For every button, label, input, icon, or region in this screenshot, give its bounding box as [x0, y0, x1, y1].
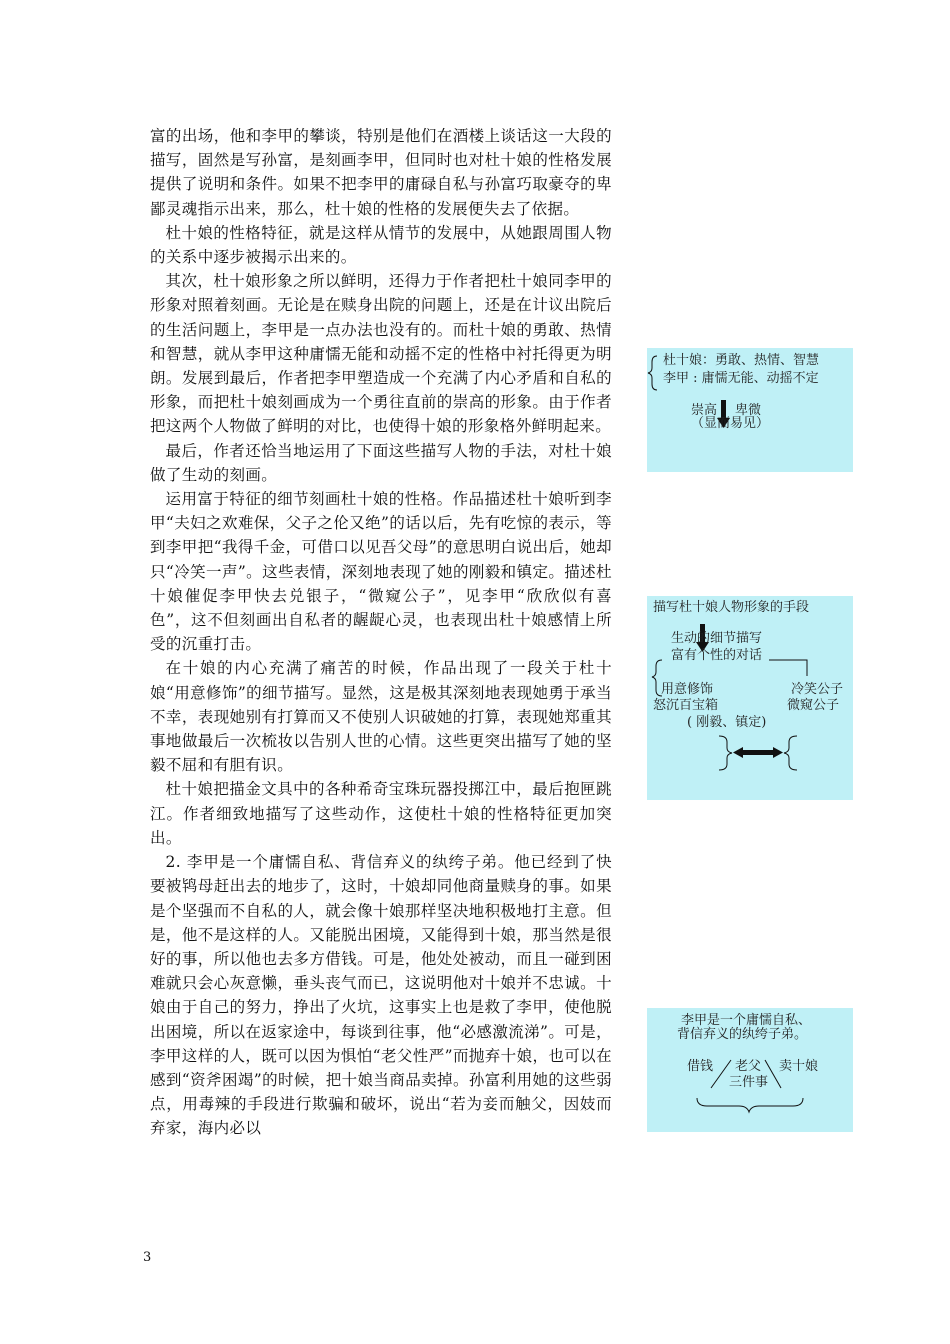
note1-right-word: 卑微 [735, 403, 762, 418]
note3-right: 卖十娘 [779, 1059, 819, 1074]
note1-caption: （显而易见） [691, 416, 770, 431]
margin-note-lijia [647, 1008, 853, 1132]
note2-left1: 用意修饰 [661, 682, 714, 697]
margin-note-comparison [647, 348, 853, 472]
paragraph-8: 2. 李甲是一个庸懦自私、背信弃义的纨绔子弟。他已经到了快要被鸨母赶出去的地步了，这时，十娘却同他商量赎身的事。如果是个坚强而不自私的人，就会像十娘那样坚决地积极地打主意。但是，他不是这样的人。又能脱出困境，又能得到十娘，那当然是很好的事，所以他也去多方借钱。可是，他处处被动，而且一碰到困难就只会心灰意懒，垂头丧气而已，这说明他对十娘并不忠诚。十娘由于自己的努力，挣出了火坑，这事实上也是救了李甲，使他脱出困境，所以在返家途中，每谈到往事，他“必感激流涕”。可是，李甲这样的人，既可以因为惧怕“老父性严”而抛弃十娘，也可以在感到“资斧困竭”的时候，把十娘当商品卖掉。孙富利用她的这些弱点，用毒辣的手段进行欺骗和破坏，说出“若为妾而触父，因妓而弃家，海内必以 [150, 853, 612, 1138]
paragraph-3: 其次，杜十娘形象之所以鲜明，还得力于作者把杜十娘同李甲的形象对照着刻画。无论是在赎身出院的问题上，还是在计议出院后的生活问题上，李甲是一点办法也没有的。而杜十娘的勇敢、热情和智慧，就从李甲这种庸懦无能和动摇不定的性格中衬托得更为明朗。发展到最后，作者把李甲塑造成一个充满了内心矛盾和自私的形象，而把杜十娘刻画成为一个勇往直前的崇高的形象。由于作者把这两个人物做了鲜明的对比，也使得十娘的形象格外鲜明起来。 [150, 272, 612, 436]
note3-center: 老父 [735, 1059, 762, 1074]
paragraph-6: 在十娘的内心充满了痛苦的时候，作品出现了一段关于杜十娘“用意修饰”的细节描写。显然，这是极其深刻地表现她勇于承当不幸，表现她别有打算而又不使别人识破她的打算，表现她郑重其事地做最后一次梳妆以告别人世的心情。这些更突出描写了她的坚毅不屈和有胆有识。 [150, 659, 612, 775]
paragraph-7: 杜十娘把描金文具中的各种希奇宝珠玩器投掷江中，最后抱匣跳江。作者细致地描写了这些动作，这使杜十娘的性格特征更加突出。 [150, 780, 612, 847]
paragraph-1: 富的出场，他和李甲的攀谈，特别是他们在酒楼上谈话这一大段的描写，固然是写孙富，是刻画李甲，但同时也对杜十娘的性格发展提供了说明和条件。如果不把李甲的庸碌自私与孙富巧取豪夺的卑鄙灵魂指示出来，那么，杜十娘的性格的发展便失去了依据。 [150, 127, 612, 218]
note3-line1: 李甲是一个庸懦自私、 [681, 1013, 812, 1028]
note2-line2: 富有个性的对话 [671, 648, 763, 663]
note1-line2: 李甲 : 庸懦无能、动摇不定 [663, 371, 819, 386]
note2-title: 描写杜十娘人物形象的手段 [653, 600, 810, 615]
note2-right1: 冷笑公子 [791, 682, 844, 697]
body-text [150, 124, 612, 1141]
paragraph-2: 杜十娘的性格特征，就是这样从情节的发展中，从她跟周围人物的关系中逐步被揭示出来的。 [150, 223, 612, 267]
note3-left: 借钱 [687, 1059, 714, 1074]
note2-left2: 怒沉百宝箱 [653, 698, 719, 713]
paragraph-4: 最后，作者还恰当地运用了下面这些描写人物的手法，对杜十娘做了生动的刻画。 [150, 441, 612, 484]
page-number: 3 [143, 1250, 152, 1265]
note1-left-word: 崇高 [691, 403, 718, 418]
note3-below: 三件事 [729, 1075, 769, 1090]
note2-right2: 微窥公子 [787, 698, 840, 713]
note2-left3: ( 刚毅、镇定) [687, 715, 767, 730]
margin-note-methods [647, 596, 853, 800]
note1-line1: 杜十娘：勇敢、热情、智慧 [663, 353, 820, 368]
note2-line1: 生动的细节描写 [671, 631, 763, 646]
paragraph-5: 运用富于特征的细节刻画杜十娘的性格。作品描述杜十娘听到李甲“夫妇之欢难保，父子之伦又绝”的话以后，先有吃惊的表示，等到李甲把“我得千金，可借口以见吾父母”的意思明白说出后，她却只“冷笑一声”。这些表情，深刻地表现了她的刚毅和镇定。描述杜十娘催促李甲快去兑银子，“微窥公子”，见李甲“欣欣似有喜色”，这不但刻画出自私者的龌龊心灵，也表现出杜十娘感情上所受的沉重打击。 [150, 490, 612, 654]
note3-line2: 背信弃义的纨绔子弟。 [677, 1027, 808, 1042]
